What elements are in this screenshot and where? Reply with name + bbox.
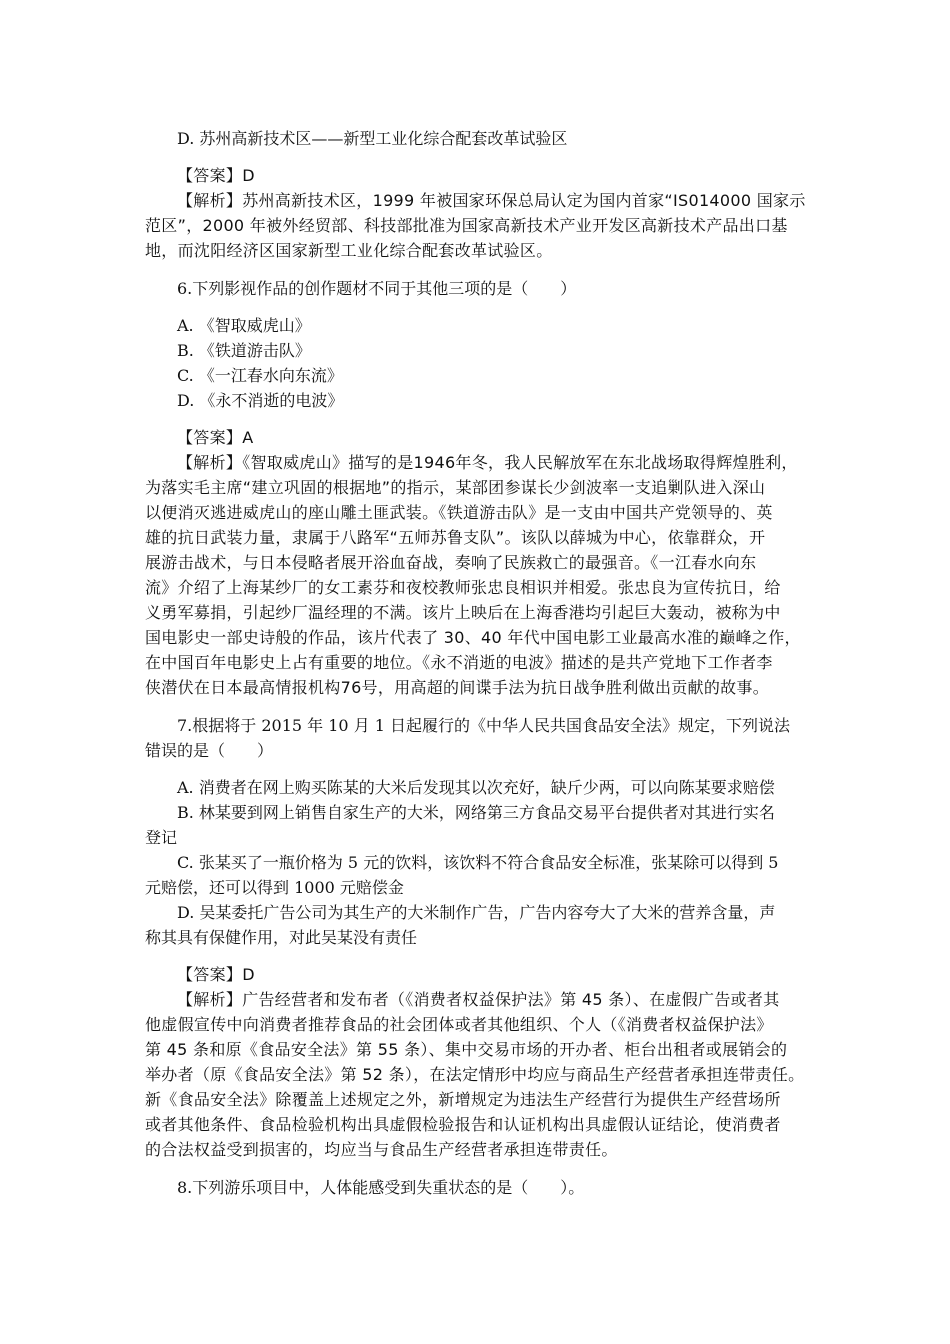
q7-analysis-line-7: 的合法权益受到损害的，均应当与食品生产经营者承担连带责任。 [145,1140,618,1159]
q5-analysis-line-2: 范区”，2000 年被外经贸部、科技部批准为国家高新技术产业开发区高新技术产品出口基 [145,216,788,235]
q7-analysis-line-6: 或者其他条件、食品检验机构出具虚假检验报告和认证机构出具虚假认证结论，使消费者 [145,1115,781,1134]
q6-option-b: B. 《铁道游击队》 [177,341,311,360]
q7-analysis-line-4: 举办者（原《食品安全法》第 52 条），在法定情形中均应与商品生产经营者承担连带责任。 [145,1065,805,1084]
q6-analysis-line-9: 在中国百年电影史上占有重要的地位。《永不消逝的电波》描述的是共产党地下工作者李 [145,653,773,672]
q7-question-line-1: 7.根据将于 2015 年 10 月 1 日起履行的《中华人民共国食品安全法》规定，下列说法 [177,716,791,735]
q6-option-d: D. 《永不消逝的电波》 [177,391,344,410]
q5-analysis-line-3: 地，而沈阳经济区国家新型工业化综合配套改革试验区。 [145,241,553,260]
q5-answer: 【答案】D [177,166,255,185]
q6-option-a: A. 《智取威虎山》 [177,316,311,335]
q7-option-c-line-2: 元赔偿，还可以得到 1000 元赔偿金 [145,878,404,897]
q7-analysis-line-1: 【解析】广告经营者和发布者（《消费者权益保护法》第 45 条）、在虚假广告或者其 [177,990,780,1009]
q6-analysis-line-2: 为落实毛主席“建立巩固的根据地”的指示，某部团参谋长少剑波率一支追剿队进入深山 [145,478,766,497]
q7-analysis-line-5: 新《食品安全法》除覆盖上述规定之外，新增规定为违法生产经营行为提供生产经营场所 [145,1090,781,1109]
q6-analysis-line-8: 国电影史一部史诗般的作品，该片代表了 30、40 年代中国电影工业最高水准的巅峰之作， [145,628,801,647]
q5-option-d: D. 苏州高新技术区——新型工业化综合配套改革试验区 [177,129,568,148]
q8-question: 8.下列游乐项目中，人体能感受到失重状态的是（ ）。 [177,1178,585,1197]
q6-answer: 【答案】A [177,428,254,447]
q7-option-d-line-1: D. 吴某委托广告公司为其生产的大米制作广告，广告内容夸大了大米的营养含量，声 [177,903,776,922]
q7-question-line-2: 错误的是（ ） [145,741,274,760]
q6-analysis-line-3: 以便消灭逃进威虎山的座山雕土匪武装。《铁道游击队》是一支由中国共产党领导的、英 [145,503,773,522]
q7-analysis-line-2: 他虚假宣传中向消费者推荐食品的社会团体或者其他组织、个人（《消费者权益保护法》 [145,1015,773,1034]
q5-analysis-line-1: 【解析】苏州高新技术区，1999 年被国家环保总局认定为国内首家“IS014000 国家示 [177,191,806,210]
q7-option-d-line-2: 称其具有保健作用，对此吴某没有责任 [145,928,418,947]
q6-analysis-line-7: 义勇军募捐，引起纱厂温经理的不满。该片上映后在上海香港均引起巨大轰动，被称为中 [145,603,781,622]
q6-option-c: C. 《一江春水向东流》 [177,366,343,385]
q6-analysis-line-4: 雄的抗日武装力量，隶属于八路军“五师苏鲁支队”。该队以薛城为中心，依靠群众，开 [145,528,766,547]
q6-analysis-line-6: 流》介绍了上海某纱厂的女工素芬和夜校教师张忠良相识并相爱。张忠良为宣传抗日，给 [145,578,781,597]
q7-option-a: A. 消费者在网上购买陈某的大米后发现其以次充好，缺斤少两，可以向陈某要求赔偿 [177,778,775,797]
q6-analysis-line-5: 展游击战术，与日本侵略者展开浴血奋战，奏响了民族救亡的最强音。《一江春水向东 [145,553,757,572]
q7-analysis-line-3: 第 45 条和原《食品安全法》第 55 条）、集中交易市场的开办者、柜台出租者或展销会的 [145,1040,788,1059]
q6-analysis-line-10: 侠潜伏在日本最高情报机构76号，用高超的间谍手法为抗日战争胜利做出贡献的故事。 [145,678,770,697]
q7-option-c-line-1: C. 张某买了一瓶价格为 5 元的饮料，该饮料不符合食品安全标准，张某除可以得到 5 [177,853,779,872]
q6-question: 6.下列影视作品的创作题材不同于其他三项的是（ ） [177,279,577,298]
q7-answer: 【答案】D [177,965,255,984]
q7-option-b-line-2: 登记 [145,828,178,847]
q7-option-b-line-1: B. 林某要到网上销售自家生产的大米，网络第三方食品交易平台提供者对其进行实名 [177,803,775,822]
q6-analysis-line-1: 【解析】《智取威虎山》描写的是1946年冬，我人民解放军在东北战场取得辉煌胜利， [177,453,798,472]
